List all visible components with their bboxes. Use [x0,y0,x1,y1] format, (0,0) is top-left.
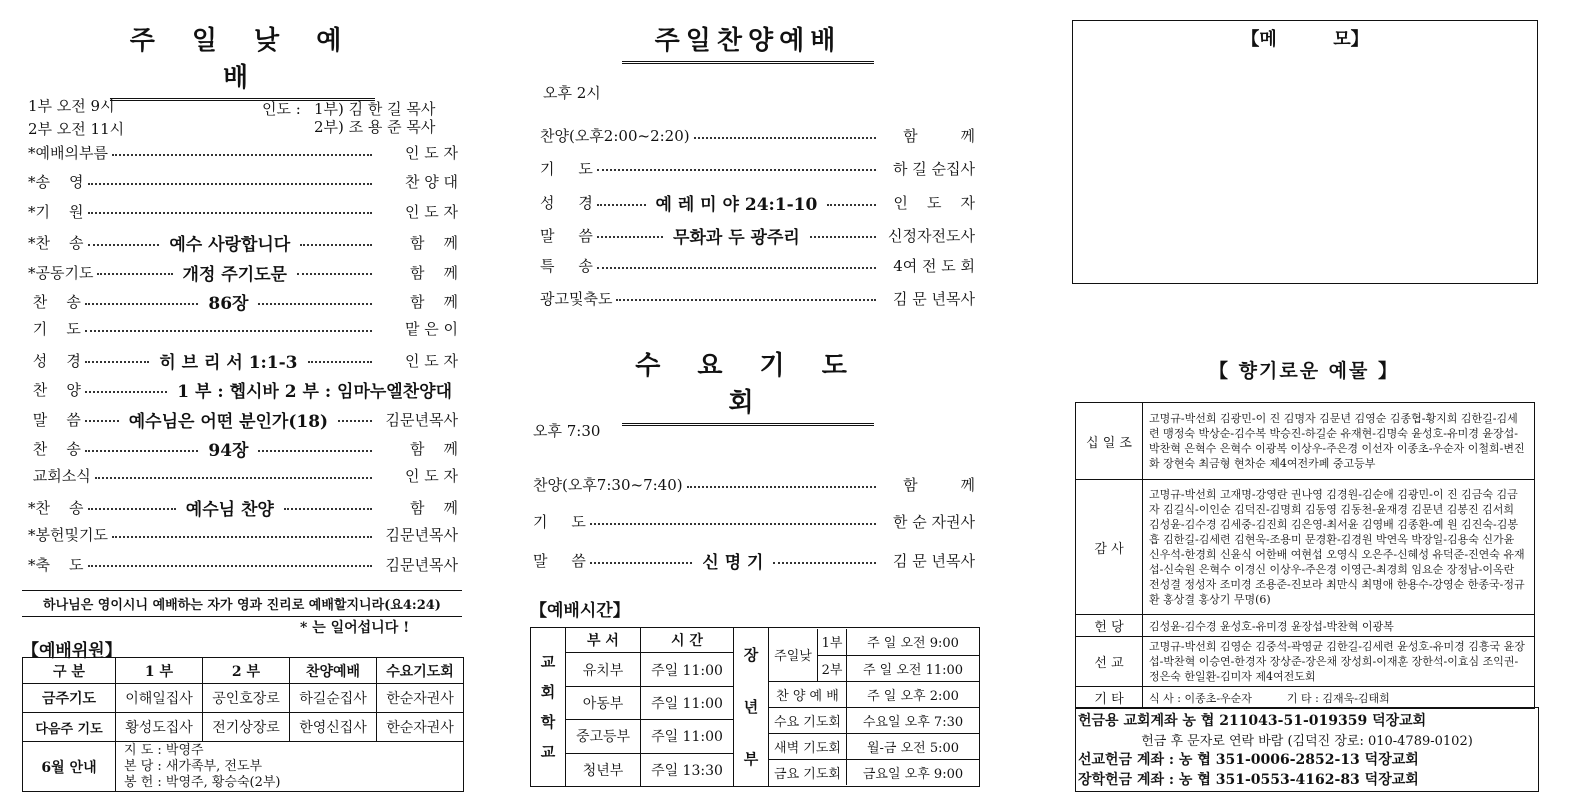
order-row [28,407,458,432]
order-row [540,158,975,179]
dot-leader [258,450,372,452]
order-content: 개정 주기도문 [182,264,287,285]
order-label: 교회소식 [28,467,91,486]
order-row [540,255,975,276]
order-label: 찬 송 [28,293,81,311]
order-label: 기 도 [540,159,593,178]
june-info [116,742,464,792]
dot-leader [88,183,372,185]
praise-service-title: 주일찬양예배 [622,20,874,64]
account-box [1075,707,1539,792]
school-label-char: 회 [540,683,556,701]
dot-leader [88,212,372,214]
adult-cell: 1부 [818,629,847,655]
dot-leader [687,486,876,488]
order-label: 말 씀 [28,410,81,429]
dot-leader [88,244,160,246]
order-person: 한 순 자권사 [893,513,975,531]
order-row [28,465,458,486]
order-content: 예 레 미 야 24:1-10 [655,195,818,215]
order-label: 특 송 [540,257,593,275]
school-label-char: 교 [540,743,556,761]
committee-row-label: 금주기도 [23,684,116,713]
order-label: *송 영 [28,173,84,192]
offering-label: 십 일 조 [1076,403,1143,480]
committee-header: 찬양예배 [290,658,377,684]
dot-leader [694,137,876,139]
verse-text: 하나님은 영이시니 예배하는 자가 영과 진리로 예배할지니라(요4:24) [43,598,441,613]
school-label-char: 학 [540,713,556,731]
school-cell: 청년부 [566,753,641,786]
schedule-title: 【예배시간】 [530,601,630,621]
memo-title: 【메 모】 [1241,29,1369,50]
committee-cell: 전기상장로 [203,713,290,742]
adult-cell: 2부 [818,655,847,681]
committee-title: 【예배위원】 [22,641,122,661]
order-row [540,190,975,215]
dot-leader [85,330,372,332]
school-label [531,628,566,787]
order-content: 1 부 : 헵시바 2 부 : 임마누엘찬양대 [177,382,452,403]
order-label: *공동기도 [28,263,94,282]
order-label: 말 씀 [540,226,593,245]
adult-cell: 새벽 기도회 [769,733,847,759]
order-label: 기 도 [28,320,81,339]
order-row [540,223,975,248]
order-content: 예수님은 어떤 분인가(18) [128,411,329,432]
dot-leader [597,236,663,238]
offering-text: 고명규-박선희 김영순 김중석-곽영균 김한길-김세련 윤성호-유미경 김흥국 윤장섭-박찬혁 이승연-한경자 장상준-장은채 장성희-이재훈 장한석-이효심 조익권-정은숙 한일환-김미자 제4여전도회 [1143,637,1535,687]
dot-leader [300,244,372,246]
committee-header: 2 부 [203,658,290,684]
order-person: 김문년목사 [385,526,458,545]
mission-account: 선교헌금 계좌 : 농 협 351-0006-2852-13 덕장교회 [1078,752,1419,768]
dot-leader [85,391,167,393]
order-label: *봉헌및기도 [28,526,108,545]
order-person: 함 께 [903,127,975,145]
order-row [533,548,975,573]
committee-cell: 한순자권사 [377,684,464,713]
adult-cell: 월-금 오전 5:00 [847,733,980,759]
leader-label: 인도 : [262,100,301,118]
offering-text: 식 사 : 이종초-우순자 기 타 : 김재욱-김태희 [1143,687,1535,709]
service-time-2: 2부 오전 11시 [28,120,125,138]
order-label: 말 씀 [533,552,586,570]
order-content: 94장 [208,441,249,461]
order-person: 함 께 [903,476,975,494]
adult-label-char: 부 [743,750,759,768]
order-label: *찬 송 [28,498,84,517]
order-person: 인 도 자 [893,194,976,212]
adult-cell: 주 일 오전 9:00 [847,629,980,655]
order-label: 찬 양 [28,381,81,400]
offering-table [1075,402,1535,709]
wednesday-title: 수 요 기 도 회 [622,345,874,426]
dot-leader [597,169,876,171]
june-line: 본 당 : 새가족부, 전도부 [124,758,263,774]
order-content: 86장 [208,294,249,314]
order-person: 함 께 [409,293,459,311]
order-label: 찬양(오후7:30~7:40) [533,476,683,494]
order-person: 함 께 [409,498,458,517]
order-row [28,142,458,163]
offering-label: 감 사 [1076,480,1143,615]
dot-leader [590,523,876,525]
adult-cell: 금요 기도회 [769,759,847,785]
order-row [533,511,975,532]
order-row [28,377,458,402]
contact-note: 헌금 후 문자로 연락 바람 (김덕진 장로: 010-4789-0102) [1141,734,1473,749]
dot-leader [616,299,876,301]
dot-leader [112,536,372,538]
order-content: 무화과 두 광주리 [673,227,800,248]
adult-cell: 수요 기도회 [769,707,847,733]
offering-title: 【 향기로운 예물 】 [1209,360,1399,382]
adult-label-char: 장 [743,646,759,664]
committee-cell: 한영신집사 [290,713,377,742]
order-person: 찬 양 대 [404,173,458,192]
school-cell: 유치부 [566,653,641,686]
sunday-service-title: 주 일 낮 예 배 [110,20,375,101]
order-row [28,230,458,255]
adult-schedule-table [769,629,979,785]
adult-cell: 찬 양 예 배 [769,681,847,707]
adult-label-char: 년 [743,698,759,716]
dot-leader [597,204,646,206]
dot-leader [112,154,372,156]
dot-leader [88,565,372,567]
order-row [28,260,458,285]
adult-cell: 주 일 오후 2:00 [847,681,980,707]
offering-text: 고명규-박선희 고재명-강영란 권나영 김경원-김순애 김광민-이 진 김금숙 김금자 김길식-이인순 김덕진-김명희 김동영 김동천-윤재경 김문년 김봉진 김서희 김성윤-김수경 김세중-김진희 김은영-최서윤 김영배 김종환-예 원 김진숙-김봉흡 김한길-김세련 김현욱-조용미 문경환-김경원 박연옥 박장일-김용숙 신가윤 신우석-한경희 신윤식 어한배 여현섭 오영식 오은주-신혜성 유덕준-진연숙 유재섭-신숙원 은혁수 이경신 이상우-주은경 이영근-최경희 임요순 장정남-이옥란 전성결 정성자 조미경 조용준-진보라 최만식 최명애 한용수-강영순 한종국-정규환 홍상결 홍상기 무명(6) [1143,480,1535,615]
adult-cell: 수요일 오후 7:30 [847,707,980,733]
dot-leader [338,420,372,422]
dot-leader [258,303,372,305]
adult-cell: 금요일 오후 9:00 [862,766,964,782]
order-person: 인 도 자 [405,351,459,370]
order-label: *예배의부름 [28,144,108,162]
committee-cell: 황성도집사 [116,713,203,742]
order-person: 인 도 자 [404,144,458,162]
school-label-char: 교 [540,653,556,671]
order-person: 김 문 년목사 [893,289,975,308]
order-person: 함 께 [409,440,459,458]
dot-leader [97,273,172,275]
school-cell: 주일 11:00 [641,686,734,719]
scholarship-account: 장학헌금 계좌 : 농 협 351-0553-4162-83 덕장교회 [1078,772,1419,788]
june-line: 지 도 : 박영주 [124,742,204,758]
june-label: 6월 안내 [23,742,116,792]
order-person: 함 께 [409,234,458,253]
dot-leader [95,477,372,479]
order-label: *축 도 [28,555,84,574]
praise-time: 오후 2시 [543,84,601,102]
school-header: 시 간 [641,628,734,653]
order-row [28,348,458,373]
order-row [28,554,458,575]
dot-leader [590,562,693,564]
order-row [28,524,458,545]
school-cell: 주일 11:00 [641,653,734,686]
schedule-table [530,627,980,787]
order-person: 맡 은 이 [404,320,458,339]
order-label: 찬양(오후2:00~2:20) [540,127,690,145]
order-label: *찬 송 [28,234,84,253]
offering-label: 선 교 [1076,637,1143,687]
order-content: 예수 사랑합니다 [169,235,291,256]
dot-leader [297,273,372,275]
order-content: 히 브 리 서 1:1-3 [159,352,298,373]
committee-header: 수요기도회 [377,658,464,684]
order-row [28,436,458,461]
order-row [28,171,458,192]
dot-leader [773,562,876,564]
order-row [533,474,975,495]
june-line: 봉 헌 : 박영주, 황승숙(2부) [124,774,281,790]
dot-leader [85,420,119,422]
order-person: 인 도 자 [404,467,458,486]
order-person: 하 길 순집사 [893,159,975,178]
memo-box [1072,20,1538,284]
order-label: 성 경 [28,351,81,370]
offering-label: 기 타 [1076,687,1143,709]
school-cell: 주일 13:30 [641,753,734,786]
dot-leader [827,204,876,206]
stand-note: * 는 일어섭니다 ! [300,620,410,636]
school-cell: 아동부 [566,686,641,719]
order-person: 김 문 년목사 [893,552,975,570]
dot-leader [85,361,150,363]
dot-leader [85,303,199,305]
verse-bar [22,590,462,617]
leader-2: 2부) 조 용 준 목사 [314,118,436,136]
order-person: 김문년목사 [385,410,458,429]
order-person: 함 께 [409,263,459,282]
order-row [28,201,458,222]
dot-leader [597,267,876,269]
order-person: 인 도 자 [404,202,458,221]
order-label: 찬 송 [28,440,81,458]
adult-cell: 주일낮 [769,629,818,681]
school-header: 부 서 [566,628,641,653]
committee-cell: 하길순집사 [290,684,377,713]
dot-leader [308,361,373,363]
adult-cell: 주 일 오전 11:00 [847,655,980,681]
order-row [28,289,458,314]
order-person: 김문년목사 [385,555,458,574]
committee-header: 구 분 [23,658,116,684]
dot-leader [810,236,876,238]
order-label: 성 경 [540,194,593,212]
school-cell: 중고등부 [566,720,641,753]
service-time-1: 1부 오전 9시 [28,97,115,115]
committee-cell: 공인호장로 [203,684,290,713]
offering-text: 김성윤-김수경 윤성호-유미경 윤장섭-박찬혁 이광복 [1143,615,1535,637]
order-row [28,495,458,520]
order-label: 기 도 [533,513,586,531]
committee-cell: 이해일집사 [116,684,203,713]
order-row [540,288,975,309]
order-label: *기 원 [28,202,84,221]
order-person: 신정자전도사 [888,226,975,245]
wednesday-time: 오후 7:30 [533,422,601,440]
adult-schedule [769,628,980,787]
leader-1: 1부) 김 한 길 목사 [314,100,436,118]
offering-text: 고명규-박선희 김광민-이 진 김명자 김문년 김영순 김종협-황지희 김한길-김세련 맹정숙 박상순-김수복 박승진-하길순 유재현-김명숙 윤성호-유미경 윤장섭-박찬혁 은혁수 은혁수 이광복 이상우-주은경 이선자 이종초-우순자 이철희-변진화 장현숙 최금형 현차순 제4여전카페 중고등부 [1143,403,1535,480]
order-label: 광고및축도 [540,289,613,308]
committee-cell: 한순자권사 [377,713,464,742]
committee-table [22,657,464,792]
church-account: 헌금용 교회계좌 농 협 211043-51-019359 덕장교회 [1078,713,1427,729]
order-content: 예수님 찬양 [185,499,274,520]
offering-label: 헌 당 [1076,615,1143,637]
order-content: 신 명 기 [702,553,764,573]
school-cell: 주일 11:00 [641,720,734,753]
committee-row-label: 다음주 기도 [23,713,116,742]
order-row [540,125,975,146]
adult-label [734,628,769,787]
dot-leader [88,508,176,510]
committee-header: 1 부 [116,658,203,684]
order-row [28,318,458,339]
dot-leader [85,450,199,452]
dot-leader [284,508,372,510]
order-person: 4여 전 도 회 [893,257,975,275]
